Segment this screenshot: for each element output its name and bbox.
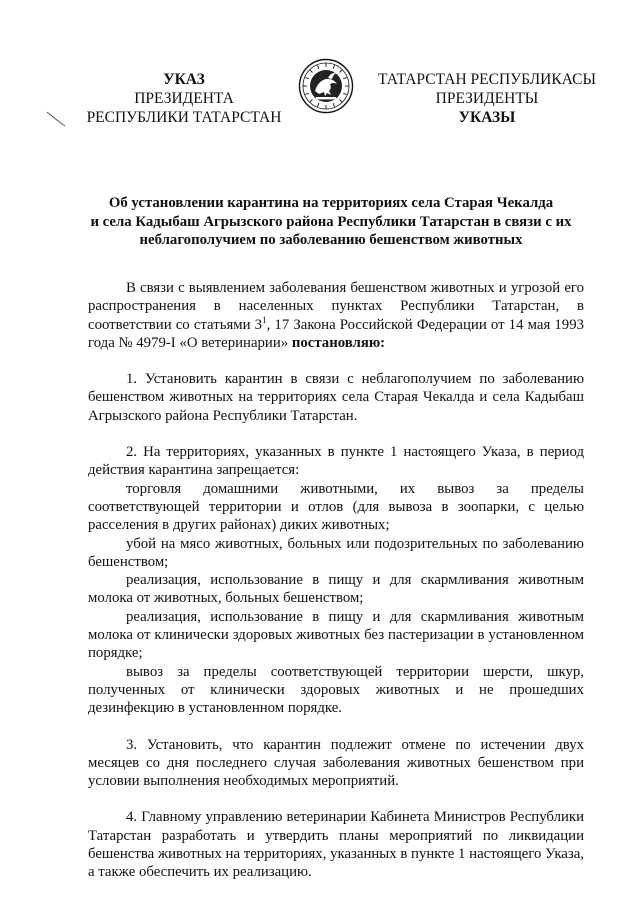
paragraph-2-item: вывоз за пределы соответствующей территории шерсти, шкур, полученных от клинически здоровых животных и не прошедших дезинфекцию в установленном порядке. — [88, 663, 584, 717]
article-superscript: 1 — [262, 314, 267, 325]
header-right-line-1: ТАТАРСТАН РЕСПУБЛИКАСЫ — [378, 71, 596, 88]
pen-stroke-mark — [46, 110, 66, 128]
header-left-line-2: ПРЕЗИДЕНТА — [134, 90, 234, 107]
paragraph-4: 4. Главному управлению ветеринарии Кабинета Министров Республики Татарстан разработать и утвердить планы мероприятий по ликвидации бешенства животных на территориях, указанных в пункте 1 настоящего Указа, а также обеспечить их реализацию. — [88, 809, 584, 881]
paragraph-2-item: реализация, использование в пищу и для скармливания животным молока от животных, больных бешенством; — [88, 572, 584, 607]
title-line-1: Об установлении карантина на территориях села Старая Чекалда — [108, 195, 554, 211]
decree-keyword: постановляю: — [291, 334, 386, 351]
paragraph-1: 1. Установить карантин в связи с неблагополучием по заболеванию бешенством животных на территориях села Старая Чекалда и села Кадыбаш Агрызского района Республики Татарстан. — [88, 371, 584, 424]
header-right-line-2: ПРЕЗИДЕНТЫ — [435, 90, 539, 107]
header-right — [368, 70, 606, 127]
decree-body — [88, 279, 584, 882]
title-line-2: и села Кадыбаш Агрызского района Республики Татарстан в связи с их — [90, 213, 572, 230]
header-left-line-3: РЕСПУБЛИКИ ТАТАРСТАН — [86, 109, 282, 126]
paragraph-3: 3. Установить, что карантин подлежит отмене по истечении двух месяцев со дня последнего случая заболевания животных бешенством при условии выполнения необходимых мероприятий. — [88, 736, 584, 790]
title-line-3: неблагополучием по заболеванию бешенством животных — [139, 232, 523, 248]
paragraph-2-item: убой на мясо животных, больных или подозрительных по заболеванию бешенством; — [88, 535, 584, 570]
header-right-line-3: УКАЗЫ — [458, 109, 516, 126]
paragraph-2-item: реализация, использование в пищу и для скармливания животным молока от клинически здоровых животных без пастеризации в установленном порядке; — [88, 608, 584, 662]
header-left-line-1: УКАЗ — [163, 71, 205, 88]
decree-title — [78, 194, 584, 250]
intro-paragraph: В связи с выявлением заболевания бешенством животных и угрозой его распространения в населенных пунктах Республики Татарстан, в соответствии со статьями $3^1$, 17 Закона Российской Федерации от 14 мая 1993 года № 4979-I «О ветеринарии» постановляю: — [88, 280, 584, 351]
paragraph-2-item: торговля домашними животными, их вывоз за пределы соответствующей территории и отлов (для вывоза в зоопарки, с целью расселения в других районах) диких животных; — [88, 480, 584, 534]
header-left — [84, 70, 284, 127]
tatarstan-coat-of-arms-icon — [298, 58, 354, 114]
paragraph-2: 2. На территориях, указанных в пункте 1 настоящего Указа, в период действия карантина запрещается: — [88, 444, 584, 479]
